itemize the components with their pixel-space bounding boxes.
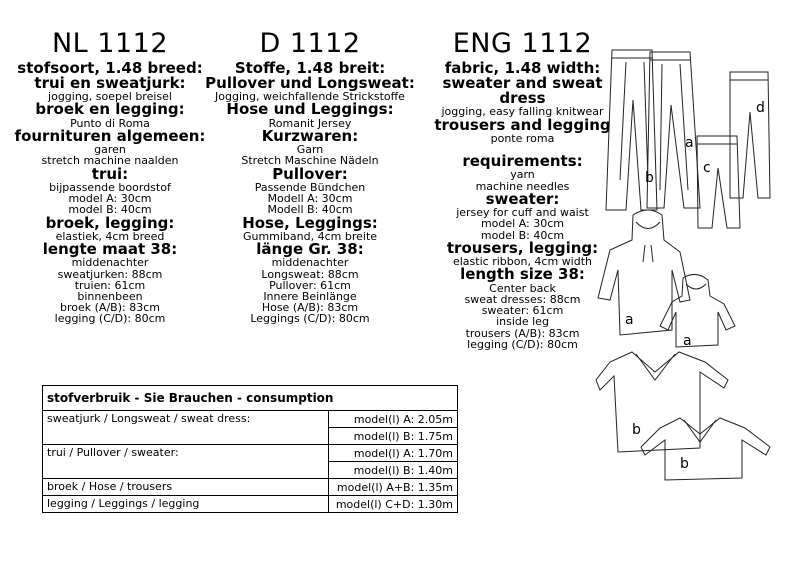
text-line: Innere Beinlänge [263,290,357,304]
vneck-b-large-drawing [596,352,728,452]
label-d: d [756,100,765,116]
consumption-amount: model(l) B: 1.75m [329,428,458,445]
section-heading: länge Gr. 38: [256,240,364,259]
section-heading: Kurzwaren: [261,126,359,145]
section-heading: stofsoort, 1.48 breed: [17,58,203,77]
text-line: ponte roma [490,131,555,145]
text-line: jogging, easy falling knitwear [441,105,604,119]
text-line: sweatjurken: 88cm [57,267,163,281]
text-line: bijpassende boordstof [49,180,171,194]
section-heading: fournituren algemeen: [14,126,206,145]
section-heading: sweater and sweat dress [442,73,603,108]
text-line: sweat dresses: 88cm [464,292,581,306]
legging-d-drawing [730,72,770,198]
label-a: a [625,312,634,328]
text-line: model B: 40cm [68,203,152,217]
text-line: broek (A/B): 83cm [60,301,160,315]
text-line: middenachter [71,256,149,270]
text-line: Modell A: 30cm [267,192,353,206]
text-line: legging (C/D): 80cm [467,337,578,351]
label-b: b [632,422,641,438]
text-line: truien: 61cm [74,278,146,292]
text-line: Romanit Jersey [268,116,352,130]
section-heading: trui: [91,164,129,183]
text-line: stretch machine naalden [41,154,179,168]
section-heading: Pullover und Longsweat: [205,73,415,92]
consumption-amount: model(l) A: 1.70m [329,445,458,462]
consumption-item: trui / Pullover / sweater: [43,445,329,479]
text-line: trousers (A/B): 83cm [465,326,580,340]
consumption-amount: model(l) C+D: 1.30m [329,496,458,513]
section-heading: sweater: [485,189,560,208]
text-line: Garn [296,143,324,157]
text-line: jogging, soepel breisel [48,90,172,104]
text-line: Passende Bündchen [254,180,366,194]
text-line: Hose (A/B): 83cm [261,301,359,315]
section-heading: Hose und Leggings: [226,100,394,119]
section-heading: broek, legging: [45,213,175,232]
text-line: Gummiband, 4cm breite [242,229,378,243]
text-line: middenachter [271,256,349,270]
text-line: binnenbeen [77,290,143,304]
section-heading: broek en legging: [35,100,185,119]
text-line: inside leg [496,315,549,329]
section-heading: trui en sweatjurk: [34,73,186,92]
consumption-item: sweatjurk / Longsweat / sweat dress: [43,411,329,445]
consumption-amount: model(l) A+B: 1.35m [329,479,458,496]
section-heading: trousers and legging [434,115,611,134]
label-a: a [685,135,694,151]
text-line: jersey for cuff and waist [456,206,589,220]
consumption-amount: model(l) A: 2.05m [329,411,458,428]
text-line: elastic ribbon, 4cm width [452,255,593,269]
vneck-b-small-drawing [641,418,770,480]
column-title: ENG 1112 [452,28,593,59]
consumption-amount: model(l) B: 1.40m [329,462,458,479]
text-line: sweater: 61cm [481,304,564,318]
legging-c-drawing [697,136,740,228]
hoodie-a-small-drawing [660,274,735,347]
text-line: Center back [489,281,556,295]
section-heading: requirements: [462,152,583,171]
text-line: Stretch Maschine Nädeln [241,154,379,168]
text-line: garen [94,143,126,157]
column-title: D 1112 [259,28,361,59]
section-heading: fabric, 1.48 width: [444,58,601,77]
text-line: Punto di Roma [70,116,150,130]
label-b: b [645,170,654,186]
section-heading: length size 38: [460,265,585,284]
text-line: yarn [510,168,535,182]
section-heading: lengte maat 38: [42,240,178,259]
text-line: Pullover: 61cm [269,278,351,292]
text-line: Modell B: 40cm [267,203,353,217]
text-line: model B: 40cm [480,228,565,242]
label-b: b [680,456,689,472]
text-line: model A: 30cm [480,217,565,231]
section-heading: Hose, Leggings: [242,213,378,232]
text-line: Jogging, weichfallende Strickstoffe [215,90,405,104]
section-heading: Pullover: [272,164,348,183]
label-c: c [703,160,711,176]
consumption-item: legging / Leggings / legging [43,496,329,513]
section-heading: trousers, legging: [446,238,599,257]
section-heading: Stoffe, 1.48 breit: [234,58,386,77]
text-line: Longsweat: 88cm [261,267,359,281]
text-line: machine needles [475,179,570,193]
label-a: a [683,333,692,349]
text-line: elastiek, 4cm breed [55,229,165,243]
text-line: Leggings (C/D): 80cm [250,312,370,326]
text-line: model A: 30cm [68,192,152,206]
consumption-item: broek / Hose / trousers [43,479,329,496]
text-line: legging (C/D): 80cm [54,312,166,326]
consumption-header: stofverbruik - Sie Brauchen - consumption [43,386,458,411]
column-title: NL 1112 [51,28,169,59]
